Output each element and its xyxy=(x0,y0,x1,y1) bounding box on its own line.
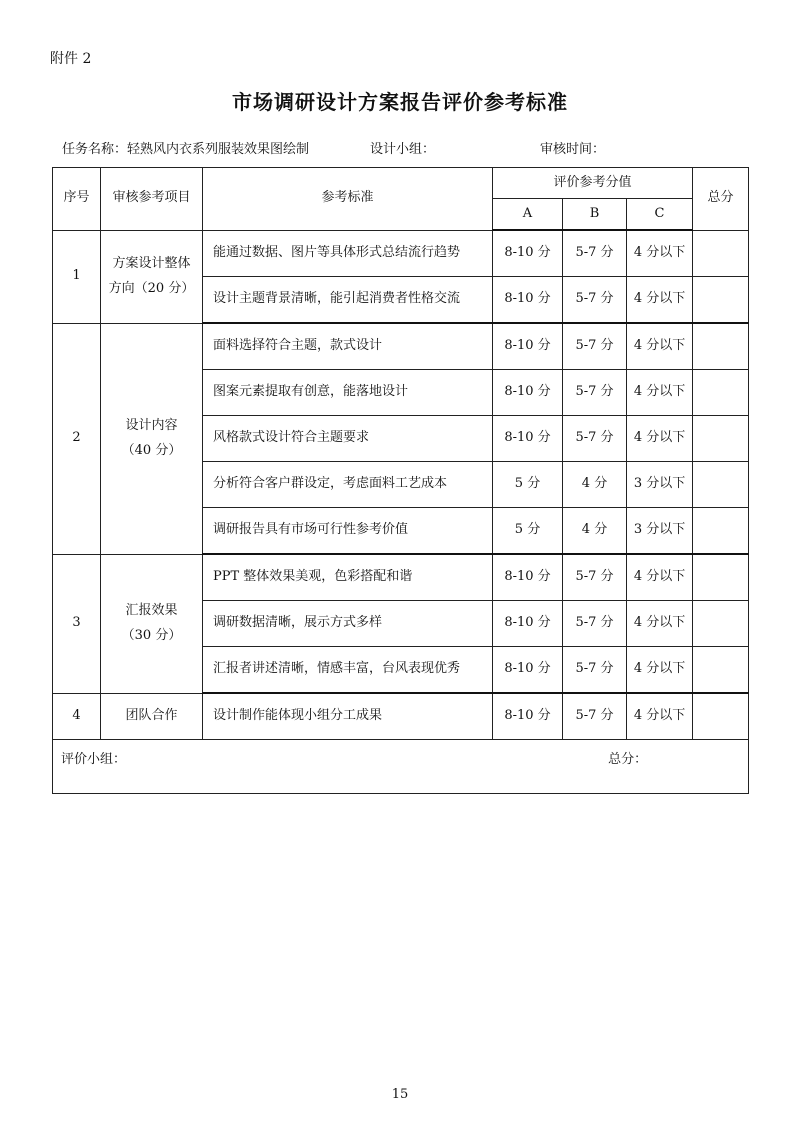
grade-c-cell: 4 分以下 xyxy=(627,416,693,462)
grade-c-cell: 3 分以下 xyxy=(627,462,693,508)
grade-a-cell: 8-10 分 xyxy=(493,554,563,601)
standard-cell: 风格款式设计符合主题要求 xyxy=(203,416,493,462)
evaluation-group-label: 评价小组： xyxy=(61,752,127,767)
section-item-line1: 汇报效果 xyxy=(125,602,178,618)
section-item-line2: （30 分） xyxy=(121,627,182,643)
standard-cell: 图案元素提取有创意，能落地设计 xyxy=(203,370,493,416)
standard-cell: 设计制作能体现小组分工成果 xyxy=(203,693,493,740)
section-no: 4 xyxy=(53,693,101,740)
header-no: 序号 xyxy=(53,168,101,231)
section-item xyxy=(101,230,203,323)
section-item xyxy=(101,693,203,740)
grade-a-cell: 8-10 分 xyxy=(493,370,563,416)
section-item xyxy=(101,554,203,693)
section-item-line2: （40 分） xyxy=(121,442,182,458)
total-cell xyxy=(693,323,749,370)
header-row xyxy=(53,168,749,199)
grade-c-cell: 4 分以下 xyxy=(627,693,693,740)
section-item-line1: 设计内容 xyxy=(125,417,178,433)
section-no: 3 xyxy=(53,554,101,693)
total-score-label: 总分： xyxy=(608,752,648,767)
total-cell xyxy=(693,601,749,647)
grade-b-cell: 5-7 分 xyxy=(563,370,627,416)
total-cell xyxy=(693,230,749,277)
section-no: 1 xyxy=(53,230,101,323)
total-cell xyxy=(693,508,749,555)
grade-a-cell: 5 分 xyxy=(493,462,563,508)
grade-a-cell: 8-10 分 xyxy=(493,230,563,277)
standard-cell: 面料选择符合主题，款式设计 xyxy=(203,323,493,370)
header-score-ref: 评价参考分值 xyxy=(493,168,693,199)
grade-a-cell: 5 分 xyxy=(493,508,563,555)
grade-c-cell: 4 分以下 xyxy=(627,323,693,370)
grade-a-cell: 8-10 分 xyxy=(493,601,563,647)
total-cell xyxy=(693,554,749,601)
total-cell xyxy=(693,693,749,740)
grade-a-cell: 8-10 分 xyxy=(493,277,563,324)
grade-c-cell: 4 分以下 xyxy=(627,647,693,694)
table-row xyxy=(53,230,749,277)
grade-a-cell: 8-10 分 xyxy=(493,693,563,740)
total-cell xyxy=(693,416,749,462)
footer-row xyxy=(53,740,749,794)
grade-c-cell: 4 分以下 xyxy=(627,230,693,277)
section-item-line1: 方案设计整体 xyxy=(112,255,191,271)
page-number: 15 xyxy=(391,1087,409,1102)
table-row xyxy=(53,554,749,601)
review-time-label: 审核时间： xyxy=(540,142,606,157)
grade-b-cell: 5-7 分 xyxy=(563,554,627,601)
section-no: 2 xyxy=(53,323,101,554)
grade-a-cell: 8-10 分 xyxy=(493,323,563,370)
standard-cell: PPT 整体效果美观，色彩搭配和谐 xyxy=(203,554,493,601)
grade-b-cell: 5-7 分 xyxy=(563,416,627,462)
task-name: 任务名称：轻熟风内衣系列服装效果图绘制 xyxy=(62,142,310,157)
document-title: 市场调研设计方案报告评价参考标准 xyxy=(232,90,568,114)
total-cell xyxy=(693,462,749,508)
grade-b-cell: 5-7 分 xyxy=(563,693,627,740)
standard-cell: 设计主题背景清晰，能引起消费者性格交流 xyxy=(203,277,493,324)
table-row xyxy=(53,693,749,740)
header-item: 审核参考项目 xyxy=(101,168,203,231)
total-cell xyxy=(693,277,749,324)
table-row xyxy=(53,323,749,370)
grade-c-cell: 4 分以下 xyxy=(627,554,693,601)
standard-cell: 调研报告具有市场可行性参考价值 xyxy=(203,508,493,555)
grade-b-cell: 5-7 分 xyxy=(563,601,627,647)
evaluation-table xyxy=(52,167,749,794)
grade-b-cell: 5-7 分 xyxy=(563,323,627,370)
footer-cell xyxy=(53,740,749,794)
header-total: 总分 xyxy=(693,168,749,231)
design-group-label: 设计小组： xyxy=(370,142,436,157)
header-standard: 参考标准 xyxy=(203,168,493,231)
total-cell xyxy=(693,647,749,694)
standard-cell: 调研数据清晰，展示方式多样 xyxy=(203,601,493,647)
header-grade-a: A xyxy=(493,199,563,231)
grade-a-cell: 8-10 分 xyxy=(493,416,563,462)
section-item-line2: 方向（20 分） xyxy=(108,280,195,296)
header-grade-c: C xyxy=(627,199,693,231)
grade-b-cell: 5-7 分 xyxy=(563,277,627,324)
grade-c-cell: 4 分以下 xyxy=(627,277,693,324)
grade-c-cell: 4 分以下 xyxy=(627,370,693,416)
header-grade-b: B xyxy=(563,199,627,231)
grade-b-cell: 4 分 xyxy=(563,508,627,555)
section-item xyxy=(101,323,203,554)
grade-b-cell: 5-7 分 xyxy=(563,230,627,277)
grade-a-cell: 8-10 分 xyxy=(493,647,563,694)
grade-c-cell: 4 分以下 xyxy=(627,601,693,647)
total-cell xyxy=(693,370,749,416)
section-item-line1: 团队合作 xyxy=(125,707,178,723)
attachment-label: 附件 2 xyxy=(50,51,92,67)
grade-b-cell: 5-7 分 xyxy=(563,647,627,694)
standard-cell: 汇报者讲述清晰，情感丰富，台风表现优秀 xyxy=(203,647,493,694)
grade-b-cell: 4 分 xyxy=(563,462,627,508)
grade-c-cell: 3 分以下 xyxy=(627,508,693,555)
standard-cell: 分析符合客户群设定，考虑面料工艺成本 xyxy=(203,462,493,508)
standard-cell: 能通过数据、图片等具体形式总结流行趋势 xyxy=(203,230,493,277)
